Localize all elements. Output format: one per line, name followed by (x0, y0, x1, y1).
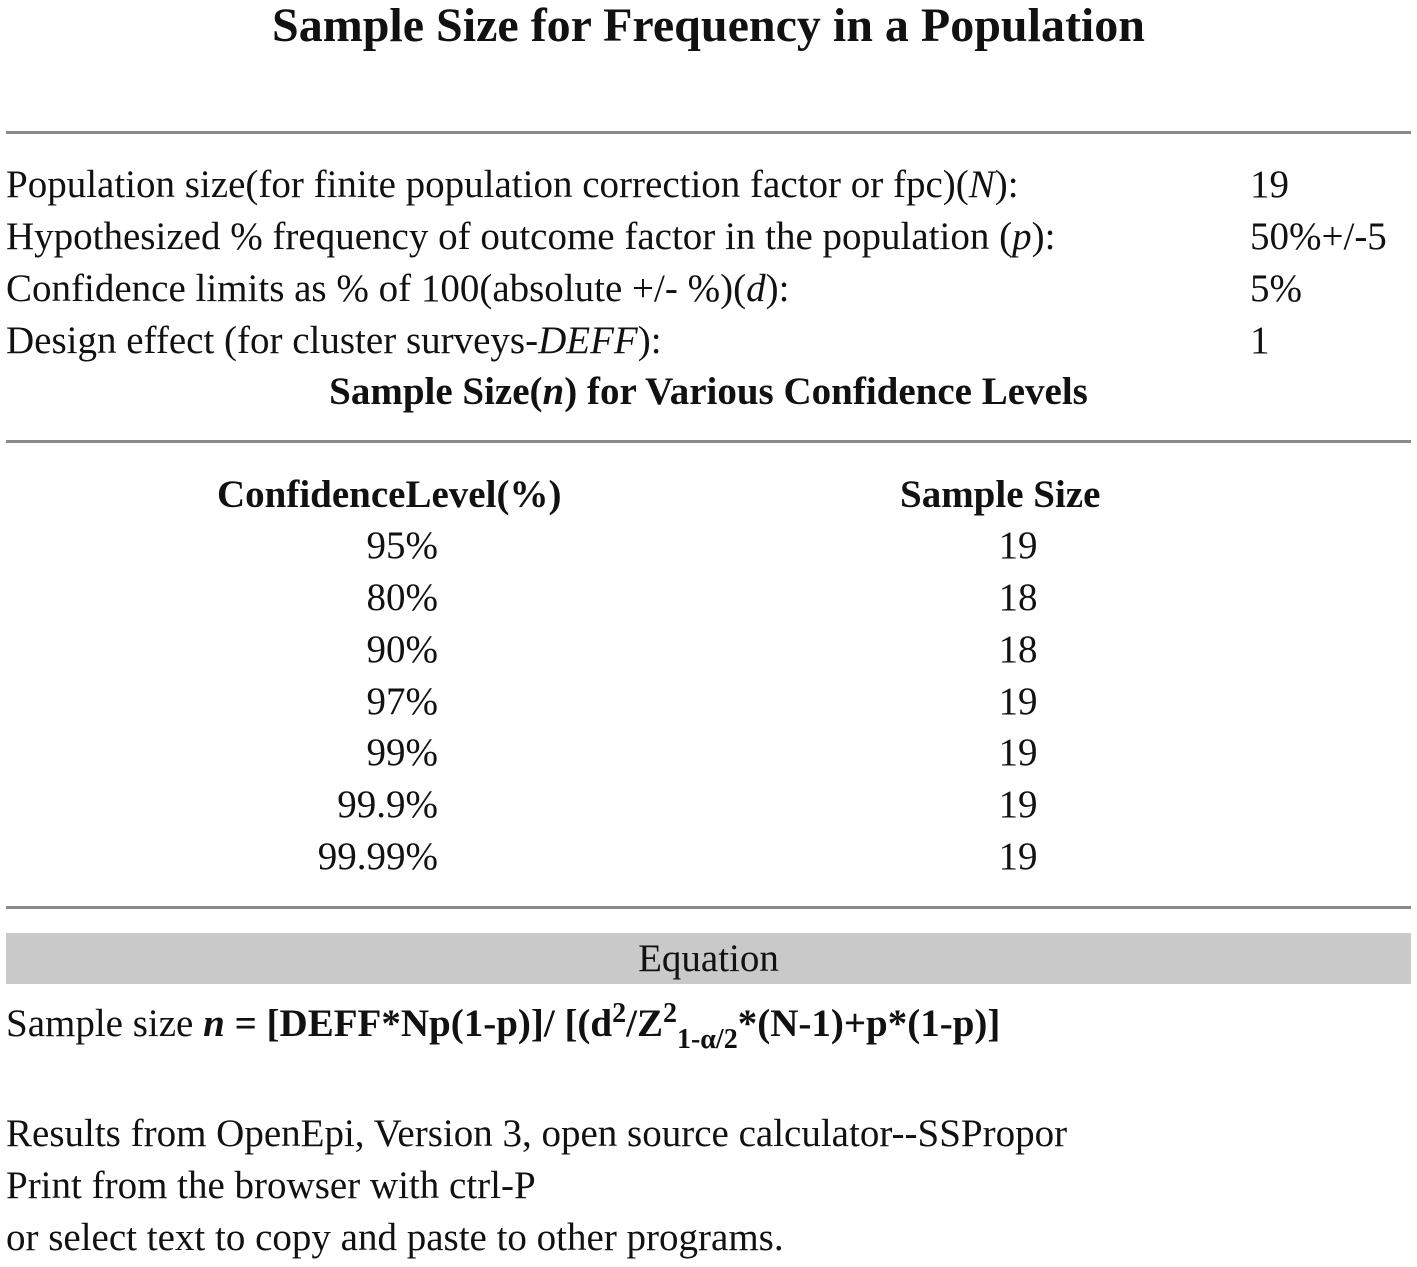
equation-header: Equation (6, 933, 1411, 984)
confidence-level-cell: 95% (366, 524, 438, 567)
sample-size-cell: 19 (998, 524, 1038, 567)
footer-print-hint: Print from the browser with ctrl-P (6, 1164, 536, 1207)
divider-top (6, 131, 1411, 134)
divider-results (6, 440, 1411, 443)
sample-size-formula: Sample size n = [DEFF*Np(1-p)]/ [$(d^2/Z^2_{1-\alpha/2}*(N-1)+p*(1-p)]$ (6, 998, 1001, 1055)
sample-size-cell: 18 (998, 576, 1038, 619)
confidence-level-cell: 80% (366, 576, 438, 619)
sample-size-cell: 19 (998, 731, 1038, 774)
confidence-level-cell: 90% (366, 628, 438, 671)
confidence-level-cell: 99.9% (337, 783, 438, 826)
param-label-hypothesized-frequency: Hypothesized % frequency of outcome factor in the population (p): (6, 215, 1056, 258)
page-title: Sample Size for Frequency in a Population (272, 0, 1145, 52)
sample-size-cell: 19 (998, 783, 1038, 826)
divider-equation (6, 906, 1411, 909)
sample-size-cell: 18 (998, 628, 1038, 671)
confidence-level-cell: 97% (366, 680, 438, 723)
param-label-design-effect: Design effect (for cluster surveys-DEFF): (6, 319, 662, 362)
param-value-design-effect: 1 (1250, 319, 1270, 362)
param-label-population-size: Population size(for finite population correction factor or fpc)(N): (6, 163, 1019, 206)
sample-size-cell: 19 (998, 835, 1038, 878)
param-value-hypothesized-frequency: 50%+/-5 (1250, 215, 1387, 258)
results-section-title: Sample Size(n) for Various Confidence Levels (329, 370, 1088, 413)
footer-results-source: Results from OpenEpi, Version 3, open source calculator--SSPropor (6, 1112, 1068, 1155)
footer-copy-hint: or select text to copy and paste to other programs. (6, 1216, 784, 1259)
column-header-sample-size: Sample Size (900, 473, 1101, 516)
confidence-level-cell: 99% (366, 731, 438, 774)
param-value-confidence-limits: 5% (1250, 267, 1302, 310)
param-label-confidence-limits: Confidence limits as % of 100(absolute +/- %)(d): (6, 267, 790, 310)
sample-size-cell: 19 (998, 680, 1038, 723)
param-value-population-size: 19 (1250, 163, 1289, 206)
confidence-level-cell: 99.99% (317, 835, 438, 878)
column-header-confidence-level: ConfidenceLevel(%) (217, 473, 562, 516)
